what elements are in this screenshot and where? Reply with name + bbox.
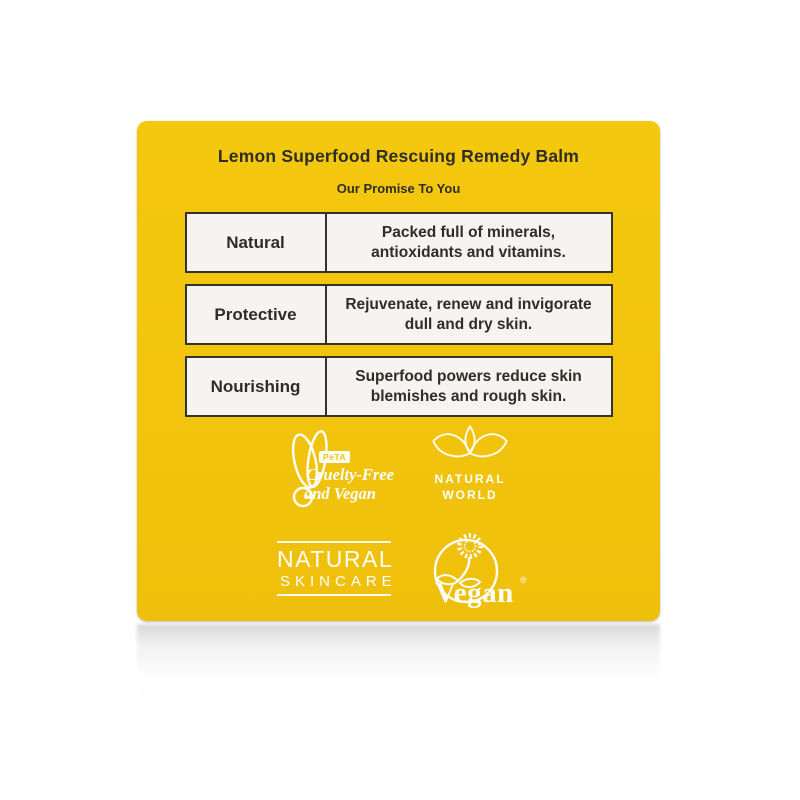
peta-text-line1: Cruelty-Free: [306, 465, 394, 484]
product-label-card: [137, 121, 660, 621]
natural-world-text-line1: NATURAL: [434, 472, 506, 486]
vegan-society-badge: [432, 529, 534, 621]
promise-description-line: antioxidants and vitamins.: [371, 243, 566, 261]
peta-logo-box: PeTA: [319, 451, 350, 463]
promise-heading: Our Promise To You: [336, 181, 461, 196]
top-rule: [277, 541, 391, 543]
vegan-wordmark: Vegan: [435, 577, 514, 609]
natural-skincare-badge: [277, 541, 397, 596]
registered-trademark-symbol: ®: [520, 575, 527, 585]
promise-label: Nourishing: [187, 358, 327, 415]
product-title: Lemon Superfood Rescuing Remedy Balm: [217, 146, 580, 166]
promise-row-protective: [185, 284, 613, 345]
peta-cruelty-free-badge: [283, 427, 419, 515]
bottom-rule: [277, 594, 391, 596]
natural-skincare-text-line1: NATURAL: [277, 546, 394, 572]
promise-description-line: Rejuvenate, renew and invigorate: [345, 295, 592, 313]
promise-description: [327, 358, 611, 415]
promise-description: [327, 214, 611, 271]
promise-table: [185, 212, 613, 417]
peta-text-line2: and Vegan: [304, 484, 376, 503]
lotus-icon: [428, 424, 512, 470]
promise-description: [327, 286, 611, 343]
natural-world-text-line2: WORLD: [442, 488, 498, 502]
promise-description-line: Packed full of minerals,: [381, 223, 556, 241]
promise-label: Protective: [187, 286, 327, 343]
natural-skincare-text-line2: SKINCARE: [280, 573, 397, 590]
promise-description-line: Superfood powers reduce skin: [355, 367, 582, 385]
natural-world-badge: [420, 424, 520, 502]
promise-description-line: blemishes and rough skin.: [370, 387, 567, 405]
promise-row-nourishing: [185, 356, 613, 417]
promise-row-natural: [185, 212, 613, 273]
promise-description-line: dull and dry skin.: [404, 315, 533, 333]
promise-label: Natural: [187, 214, 327, 271]
card-reflection: [137, 624, 660, 704]
